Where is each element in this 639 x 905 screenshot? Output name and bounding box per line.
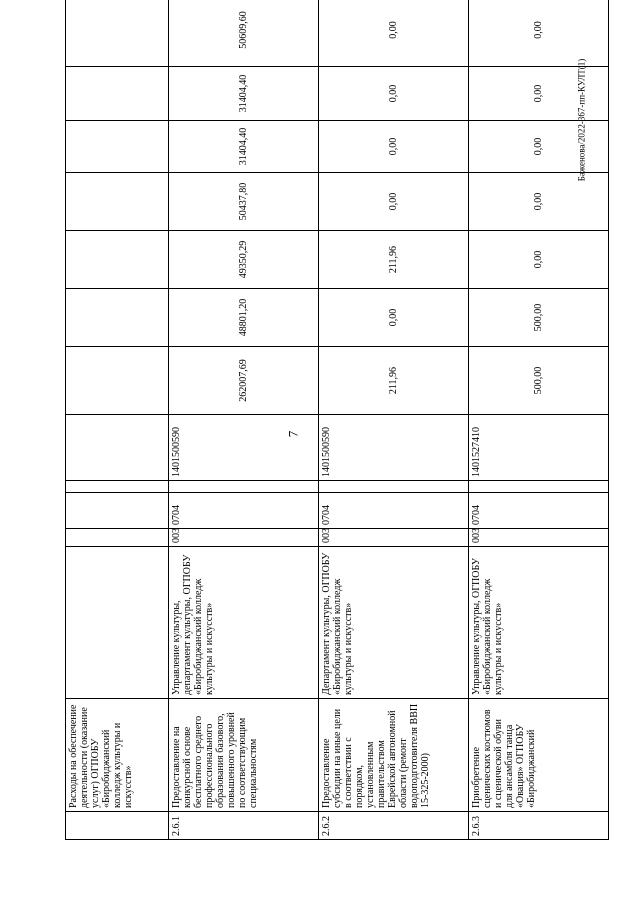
cell-y2026: 0,00 — [319, 0, 469, 67]
cell-name: Предоставление субсидии на иные цели в соответствии с порядком, установленным правительством Еврейской автономной области (ремонт водоподготовителя ВВП 15-325-2000) — [319, 699, 469, 812]
cell-num: 2.6.3 — [469, 812, 609, 840]
cell-vr — [169, 481, 319, 493]
cell-rz — [66, 493, 169, 529]
cell-y2025: 0,00 — [319, 67, 469, 121]
cell-y2023: 0,00 — [319, 173, 469, 231]
cell-y2025 — [66, 67, 169, 121]
cell-exec — [66, 547, 169, 699]
cell-total: 262007,69 — [169, 347, 319, 415]
cell-name: Предоставление на конкурсной основе бесплатного среднего профессионального образования базового, повышенного уровней по соответствующим специальностям — [169, 699, 319, 812]
budget-table — [65, 0, 609, 840]
table-row — [169, 0, 319, 840]
cell-y2021: 500,00 — [469, 289, 609, 347]
cell-exec: Департамент культуры, ОГПОБУ «Биробиджанский колледж культуры и искусств» — [319, 547, 469, 699]
cell-name: Приобретение сценических костюмов и сценической обуви для ансамбля танца «Овация» ОГПОБУ «Биробиджанский — [469, 699, 609, 812]
cell-name: Расходы на обеспечение деятельности (оказание услуг) ОГПОБУ «Биробиджанский колледж культуры и искусств» — [66, 699, 169, 812]
cell-csr — [66, 415, 169, 481]
table-row — [66, 0, 169, 840]
cell-num: 2.6.1 — [169, 812, 319, 840]
cell-y2023 — [66, 173, 169, 231]
cell-y2024: 0,00 — [469, 121, 609, 173]
cell-y2025: 31404,40 — [169, 67, 319, 121]
cell-y2024 — [66, 121, 169, 173]
table-row — [319, 0, 469, 840]
cell-y2022: 49350,29 — [169, 231, 319, 289]
cell-rz: 0704 — [469, 493, 609, 529]
cell-y2023: 50437,80 — [169, 173, 319, 231]
cell-vr — [319, 481, 469, 493]
table-row — [469, 0, 609, 840]
cell-grbs: 003 — [469, 529, 609, 547]
cell-y2026 — [66, 0, 169, 67]
cell-y2021: 0,00 — [319, 289, 469, 347]
cell-y2026: 0,00 — [469, 0, 609, 67]
cell-y2022: 0,00 — [469, 231, 609, 289]
cell-grbs — [66, 529, 169, 547]
cell-csr: 1401527410 — [469, 415, 609, 481]
cell-total: 211,96 — [319, 347, 469, 415]
cell-grbs: 003 — [169, 529, 319, 547]
cell-rz: 0704 — [319, 493, 469, 529]
budget-table-container — [65, 11, 585, 840]
cell-vr — [66, 481, 169, 493]
cell-csr: 1401500590 — [169, 415, 319, 481]
cell-grbs: 003 — [319, 529, 469, 547]
cell-exec: Управление культуры, ОГПОБУ «Биробиджанский колледж культуры и искусств» — [469, 547, 609, 699]
cell-total: 500,00 — [469, 347, 609, 415]
cell-exec: Управление культуры, департамент культуры, ОГПОБУ «Биробиджанский колледж культуры и искусств» — [169, 547, 319, 699]
cell-y2024: 0,00 — [319, 121, 469, 173]
cell-csr: 1401500590 — [319, 415, 469, 481]
document-id: Баженова/2022-367-пп-КУЛТ(1) — [576, 58, 587, 182]
cell-y2024: 31404,40 — [169, 121, 319, 173]
cell-y2021: 48801,20 — [169, 289, 319, 347]
cell-num: 2.6.2 — [319, 812, 469, 840]
cell-y2026: 50609,60 — [169, 0, 319, 67]
cell-y2022 — [66, 231, 169, 289]
page-number: 7 — [285, 430, 301, 438]
cell-y2021 — [66, 289, 169, 347]
cell-rz: 0704 — [169, 493, 319, 529]
cell-total — [66, 347, 169, 415]
cell-y2023: 0,00 — [469, 173, 609, 231]
cell-vr — [469, 481, 609, 493]
cell-y2025: 0,00 — [469, 67, 609, 121]
cell-y2022: 211,96 — [319, 231, 469, 289]
cell-num — [66, 812, 169, 840]
